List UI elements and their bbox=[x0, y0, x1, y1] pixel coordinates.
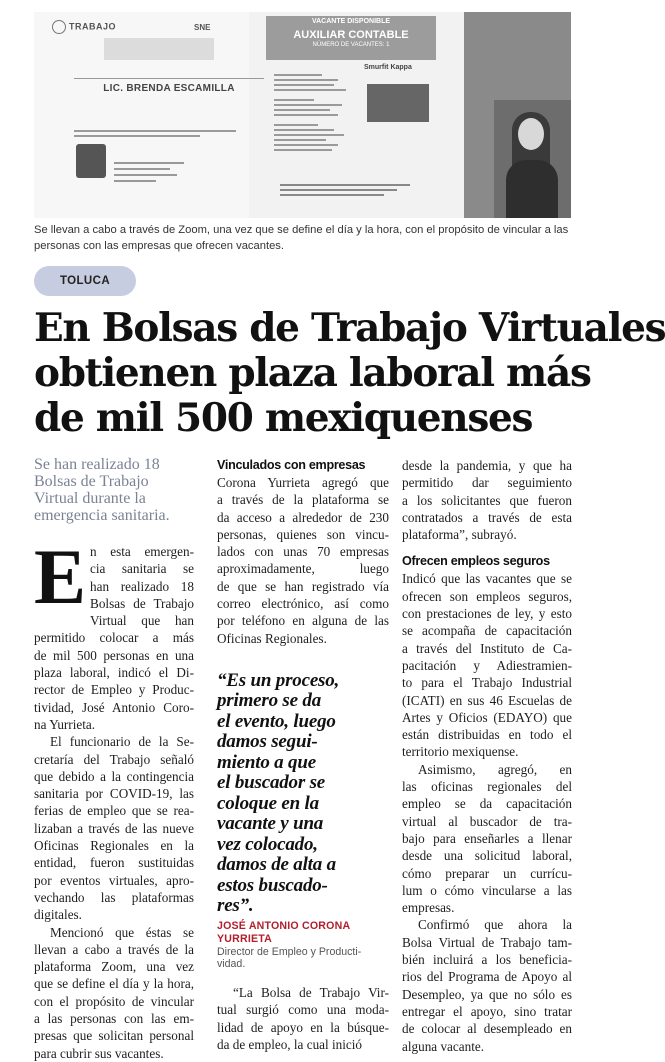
text-line: entidad, fueron sustituidas bbox=[34, 855, 194, 871]
text-line: cómo preparar un currícu- bbox=[402, 865, 572, 881]
text-line: desde la pandemia, y que ha bbox=[402, 458, 572, 473]
text-line: da acceso a alrededor de 230 bbox=[217, 509, 389, 525]
photo-caption: Se llevan a cabo a través de Zoom, una vez que se define el día y la hora, con el propósito de vincular a las personas con las empresas que ofrecen vacantes. bbox=[34, 224, 569, 252]
text-line: se acompaña de capacitación bbox=[402, 623, 572, 639]
text-line: Mencionó que éstas se bbox=[50, 924, 194, 940]
text-line: por eventos virtuales, apro- bbox=[34, 872, 194, 888]
headline-line: En Bolsas de Trabajo Virtuales bbox=[34, 305, 665, 351]
text-line: llevan a cabo a través de la bbox=[34, 941, 194, 957]
text-line: con prestaciones de ley, y esto bbox=[402, 606, 572, 622]
text-line: to para el Trabajo Industrial bbox=[402, 675, 572, 691]
participant-face bbox=[518, 118, 544, 150]
text-line: Bolsa Virtual de Trabajo tam- bbox=[402, 934, 572, 950]
text-line: Asimismo, agregó, en bbox=[418, 761, 572, 777]
paragraph bbox=[217, 474, 389, 647]
section-subtitle: Ofrecen empleos seguros bbox=[402, 554, 550, 569]
text-line: virtual al buscador de tra- bbox=[402, 813, 572, 829]
slide-address-text bbox=[114, 162, 184, 186]
text-line: por teléfono en alguna de las bbox=[217, 613, 389, 629]
text-line: entregar el apoyo, sino tratar bbox=[402, 1003, 572, 1019]
sne-logo: SNE bbox=[194, 23, 211, 32]
text-line: están distribuidas en todo el bbox=[402, 727, 572, 743]
paragraph bbox=[402, 570, 572, 760]
text-line: cia sanitaria se bbox=[90, 561, 194, 577]
column-1 bbox=[34, 456, 194, 1062]
text-line: lum o cómo vincularse a las bbox=[402, 882, 572, 898]
section-subtitle: Vinculados con empresas bbox=[217, 458, 366, 472]
column-3 bbox=[402, 457, 572, 1055]
text-line: permitido colocar a más bbox=[34, 630, 194, 646]
text-line: ofrecen son empleos seguros, bbox=[402, 588, 572, 604]
text-line: El funcionario de la Se- bbox=[50, 734, 194, 750]
text-line: lizaban a través de las nueve bbox=[34, 820, 194, 836]
pull-quote-author: JOSÉ ANTONIO CORONA YURRIETA bbox=[217, 919, 351, 945]
text-line: lados con unas 70 empresas bbox=[217, 544, 389, 560]
text-line: Bolsas de Trabajo bbox=[90, 595, 194, 611]
text-line: Virtual que han bbox=[90, 613, 194, 629]
text-line: a los solicitantes que fueron bbox=[402, 492, 572, 508]
text-line: ferias de empleo que se rea- bbox=[34, 803, 194, 819]
text-line: res”. bbox=[217, 895, 254, 917]
text-line: el buscador se bbox=[217, 772, 326, 794]
headline-line: de mil 500 mexiquenses bbox=[34, 395, 533, 441]
text-line: a través de la plataforma se bbox=[217, 492, 389, 508]
text-line: Corona Yurrieta agregó que bbox=[217, 475, 389, 490]
text-line: cretaría del Trabajo señaló bbox=[34, 751, 194, 767]
text-line: “La Bolsa de Trabajo Vir- bbox=[233, 984, 389, 1000]
headline-line: obtienen plaza laboral más bbox=[34, 350, 591, 396]
text-line: desde una solicitud laboral, bbox=[402, 848, 572, 864]
text-line: aproximadamente, luego bbox=[217, 561, 389, 577]
vacancy-banner-label: VACANTE DISPONIBLE bbox=[311, 18, 391, 25]
text-line: na Yurrieta. bbox=[34, 716, 96, 732]
vacancy-banner bbox=[266, 16, 436, 60]
text-line: rios del Programa de Apoyo al bbox=[402, 969, 572, 985]
text-line: para cubrir sus vacantes. bbox=[34, 1045, 164, 1061]
text-line: que debido a la contingencia bbox=[34, 768, 194, 784]
vacancy-image bbox=[367, 84, 429, 122]
vacancy-count: NÚMERO DE VACANTES: 1 bbox=[312, 42, 390, 48]
text-line: Desempleo, ya que no sólo es bbox=[402, 986, 572, 1002]
text-line: da de empleo, la cual inició bbox=[217, 1036, 363, 1052]
text-line: contratados a través de esta bbox=[402, 509, 572, 525]
text-line: bajo para enseñarles a llenar bbox=[402, 830, 572, 846]
participant-video bbox=[494, 100, 571, 218]
text-line: lidad de apoyo en la búsque- bbox=[217, 1019, 389, 1035]
text-line: “Es un proceso, bbox=[217, 669, 340, 691]
text-line: tual surgió como una moda- bbox=[217, 1002, 389, 1018]
text-line: alguna vacante. bbox=[402, 1038, 485, 1054]
text-line: territorio mexiquense. bbox=[402, 744, 519, 760]
paragraph bbox=[402, 916, 572, 1054]
paragraph bbox=[402, 761, 572, 917]
paragraph bbox=[34, 733, 194, 923]
paragraph bbox=[217, 984, 389, 1053]
text-line: las oficinas regionales del bbox=[402, 779, 572, 795]
text-line: (ICATI) en sus 46 Escuelas de bbox=[402, 692, 572, 708]
text-line: coloque en la bbox=[217, 792, 319, 814]
text-line: miento a que bbox=[217, 751, 316, 773]
text-line: bién incluirá a los beneficia- bbox=[402, 952, 572, 968]
slide-left-panel bbox=[34, 12, 249, 218]
company-logo: Smurfit Kappa bbox=[364, 64, 412, 71]
text-line: correo electrónico, así como bbox=[217, 596, 389, 612]
text-line: de mil 500 personas en una bbox=[34, 647, 194, 663]
slide-presenter-name: LIC. BRENDA ESCAMILLA bbox=[74, 78, 264, 94]
text-line: sanitaria por COVID-19, las bbox=[34, 786, 194, 802]
paragraph bbox=[402, 457, 572, 543]
text-line: Oficinas Regionales en la bbox=[34, 838, 194, 854]
pull-quote bbox=[217, 671, 389, 917]
article-photo bbox=[34, 12, 571, 218]
column-2 bbox=[217, 457, 389, 1053]
text-line: plataforma Zoom, una vez bbox=[34, 959, 194, 975]
text-line: primero se da bbox=[217, 690, 322, 712]
text-line: de colocar al desempleado en bbox=[402, 1021, 572, 1037]
trabajo-logo: TRABAJO bbox=[52, 20, 116, 34]
text-line: a las personas con las em- bbox=[34, 1011, 194, 1027]
pull-quote-role: Director de Empleo y Producti- vidad. bbox=[217, 945, 362, 970]
text-line: damos segui- bbox=[217, 731, 318, 753]
vacancy-title: AUXILIAR CONTABLE bbox=[293, 29, 409, 41]
text-line: que se define el día y la hora, bbox=[34, 976, 194, 992]
drop-cap: E bbox=[34, 533, 87, 620]
office-logo bbox=[76, 144, 106, 178]
seal-icon bbox=[52, 20, 66, 34]
zoom-shared-slide bbox=[34, 12, 464, 218]
text-line: vechando las plataformas bbox=[34, 889, 194, 905]
text-line: vez colocado, bbox=[217, 833, 318, 855]
text-line: rector de Empleo y Produc- bbox=[34, 682, 194, 698]
text-line: de que se han registrado vía bbox=[217, 578, 389, 594]
subheadline: Se han realizado 18 Bolsas de Trabajo Virtual durante la emergencia sanitaria. bbox=[34, 456, 170, 524]
text-line: Indicó que las vacantes que se bbox=[402, 571, 572, 587]
text-line: Artes y Oficios (EDAYO) que bbox=[402, 709, 572, 725]
text-line: con el propósito de vincular bbox=[34, 993, 194, 1009]
text-line: plataforma”, subrayó. bbox=[402, 527, 517, 543]
text-line: tividad, José Antonio Coro- bbox=[34, 699, 194, 715]
text-line: n esta emergen- bbox=[90, 544, 194, 559]
text-line: empleo se da capacitación bbox=[402, 796, 572, 812]
text-line: pacitación y Adiestramien- bbox=[402, 657, 572, 673]
text-line: digitales. bbox=[34, 907, 82, 923]
paragraph bbox=[34, 924, 194, 1062]
text-line: personas, quienes son vincu- bbox=[217, 526, 389, 542]
lead-paragraph bbox=[34, 533, 194, 733]
text-line: Confirmó que ahora la bbox=[418, 917, 572, 933]
section-tag: TOLUCA bbox=[34, 266, 136, 296]
vacancy-requirements-text bbox=[274, 74, 354, 154]
text-line: el evento, luego bbox=[217, 710, 336, 732]
text-line: permitido dar seguimiento bbox=[402, 475, 572, 491]
slide-banner bbox=[104, 38, 214, 60]
text-line: empresas. bbox=[402, 900, 455, 916]
text-line: han realizado 18 bbox=[90, 578, 194, 594]
headline bbox=[34, 305, 665, 441]
vacancy-footer-text bbox=[280, 184, 410, 199]
text-line: vacante y una bbox=[217, 813, 324, 835]
text-line: Oficinas Regionales. bbox=[217, 630, 327, 646]
text-line: estos buscado- bbox=[217, 874, 328, 896]
text-line: plaza laboral, indicó el Di- bbox=[34, 665, 194, 681]
text-line: a través del Instituto de Ca- bbox=[402, 640, 572, 656]
text-line: damos de alta a bbox=[217, 854, 336, 876]
text-line: presas que solicitan personal bbox=[34, 1028, 194, 1044]
